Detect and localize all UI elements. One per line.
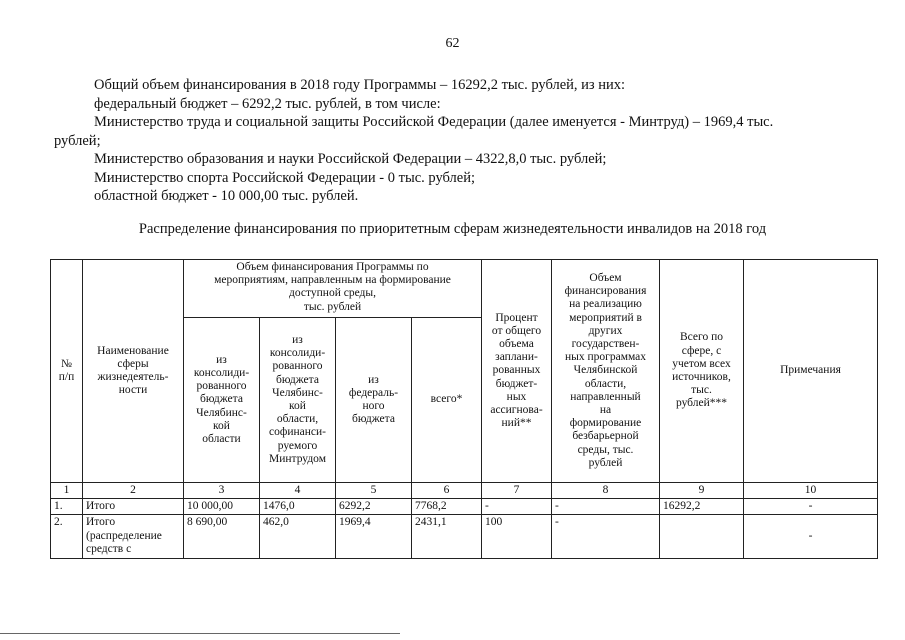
column-number-row (51, 483, 878, 499)
row-regional: 10 000,00 (184, 499, 260, 515)
page-number: 62 (445, 36, 460, 51)
row-num: 2. (51, 515, 83, 559)
column-number: 6 (412, 483, 482, 499)
header-regional-cofin: из консолиди- рованного бюджета Челябинс- кой области, софинанси- руемого Минтрудом (260, 318, 336, 483)
row-name: Итого (83, 499, 184, 515)
column-number: 3 (184, 483, 260, 499)
table-title: Распределение финансирования по приоритетным сферам жизнедеятельности инвалидов на 2018 год (138, 221, 767, 237)
row-percent: - (482, 499, 552, 515)
column-number: 5 (336, 483, 412, 499)
column-number: 7 (482, 483, 552, 499)
row-other: - (552, 499, 660, 515)
header-notes: Примечания (744, 260, 878, 483)
column-number: 2 (83, 483, 184, 499)
header-federal-budget: из федераль- ного бюджета (336, 318, 412, 483)
paragraph-federal: федеральный бюджет – 6292,2 тыс. рублей, в том числе: (94, 95, 441, 112)
header-program-group: Объем финансирования Программы по мероприятиям, направленным на формирование доступной среды, тыс. рублей (184, 260, 482, 318)
header-name: Наименование сферы жизнедеятель- ности (83, 260, 184, 483)
row-name: Итого (распределение средств с (83, 515, 184, 559)
row-all-sources (660, 515, 744, 559)
row-percent: 100 (482, 515, 552, 559)
footer-divider (0, 633, 400, 634)
row-notes: - (744, 499, 878, 515)
row-regional-cofin: 462,0 (260, 515, 336, 559)
column-number: 1 (51, 483, 83, 499)
row-notes: - (744, 515, 878, 559)
row-other: - (552, 515, 660, 559)
column-number: 4 (260, 483, 336, 499)
header-num: № п/п (51, 260, 83, 483)
header-all-sources: Всего по сфере, с учетом всех источников, тыс. рублей*** (660, 260, 744, 483)
paragraph-minobr: Министерство образования и науки Российской Федерации – 4322,8,0 тыс. рублей; (94, 151, 607, 167)
column-number: 10 (744, 483, 878, 499)
row-federal: 6292,2 (336, 499, 412, 515)
column-number: 9 (660, 483, 744, 499)
row-all-sources: 16292,2 (660, 499, 744, 515)
paragraph-minsport: Министерство спорта Российской Федерации - 0 тыс. рублей; (94, 169, 475, 186)
paragraph-mintrud-cont: рублей; (54, 132, 101, 149)
financing-text (54, 76, 824, 206)
row-regional: 8 690,00 (184, 515, 260, 559)
paragraph-regional: областной бюджет - 10 000,00 тыс. рублей. (94, 188, 359, 204)
header-other-programs: Объем финансирования на реализацию мероприятий в других государствен- ных программах Челябинской области, направленный на формирование безбарьерной среды, тыс. рублей (552, 260, 660, 483)
table-row (51, 515, 878, 559)
header-total: всего* (412, 318, 482, 483)
header-regional-budget: из консолиди- рованного бюджета Челябинс- кой области (184, 318, 260, 483)
table-row (51, 499, 878, 515)
column-number: 8 (552, 483, 660, 499)
row-federal: 1969,4 (336, 515, 412, 559)
paragraph-mintrud: Министерство труда и социальной защиты Российской Федерации (далее именуется - Минтруд) – 1969,4 тыс. (94, 114, 774, 130)
row-num: 1. (51, 499, 83, 515)
paragraph-total: Общий объем финансирования в 2018 году Программы – 16292,2 тыс. рублей, из них: (94, 77, 626, 93)
financing-table (50, 259, 878, 559)
row-total: 7768,2 (412, 499, 482, 515)
row-total: 2431,1 (412, 515, 482, 559)
row-regional-cofin: 1476,0 (260, 499, 336, 515)
header-percent: Процент от общего объема заплани- рованных бюджет- ных ассигнова- ний** (482, 260, 552, 483)
